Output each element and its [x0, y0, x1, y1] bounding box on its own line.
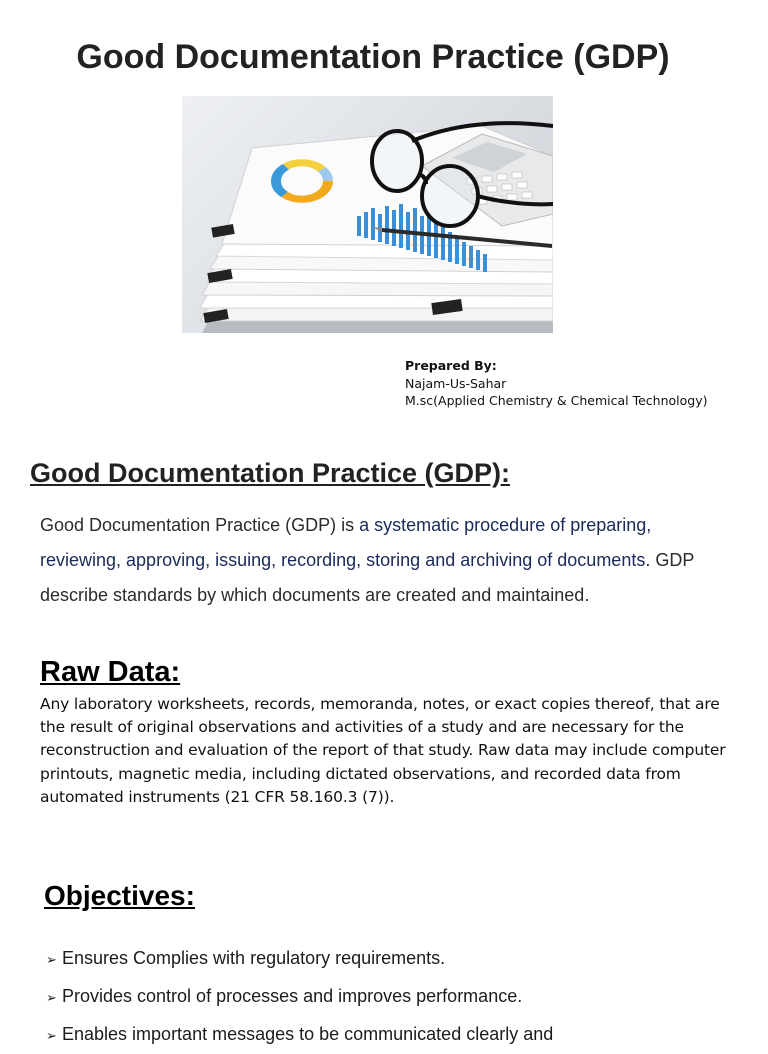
gdp-text-end: . GDP describe standards by which documents are created and maintained. — [40, 550, 695, 605]
objective-item — [46, 940, 553, 978]
arrow-bullet-icon: ➢ — [46, 1028, 57, 1043]
gdp-paragraph — [40, 508, 720, 613]
raw-data-heading: Raw Data: — [40, 656, 181, 688]
objectives-heading: Objectives: — [44, 880, 195, 911]
objective-item — [46, 978, 553, 1016]
prepared-by-label: Prepared By: — [405, 358, 497, 373]
objective-text: Enables important messages to be communicated clearly and — [62, 1024, 554, 1044]
raw-data-paragraph: Any laboratory worksheets, records, memoranda, notes, or exact copies thereof, that are the result of original observations and activities of a study and are necessary for the reconstruction and evaluation of the report of that study. Raw data may include computer printouts, magnetic media, including dictated observations, and recorded data from automated instruments (21 CFR 58.160.3 (7)). — [40, 695, 726, 806]
arrow-bullet-icon: ➢ — [46, 952, 57, 967]
objective-item — [46, 1016, 553, 1054]
author-name: Najam-Us-Sahar — [405, 375, 507, 391]
documents-illustration — [182, 96, 553, 333]
documents-photo — [182, 96, 553, 333]
gdp-definition-highlight: a systematic procedure of preparing, reviewing, approving, issuing, recording, storing and archiving of documents — [40, 515, 652, 570]
author-degree: M.sc(Applied Chemistry & Chemical Technology) — [405, 393, 708, 408]
gdp-heading: Good Documentation Practice (GDP): — [30, 458, 511, 488]
objective-text: Ensures Complies with regulatory requirements. — [62, 948, 446, 968]
gdp-text-start: Good Documentation Practice (GDP) is — [40, 515, 360, 535]
objectives-list — [46, 940, 553, 1054]
prepared-by-block — [405, 357, 707, 410]
page-title: Good Documentation Practice (GDP) — [76, 38, 670, 76]
arrow-bullet-icon: ➢ — [46, 990, 57, 1005]
objective-text: Provides control of processes and improves performance. — [62, 986, 523, 1006]
